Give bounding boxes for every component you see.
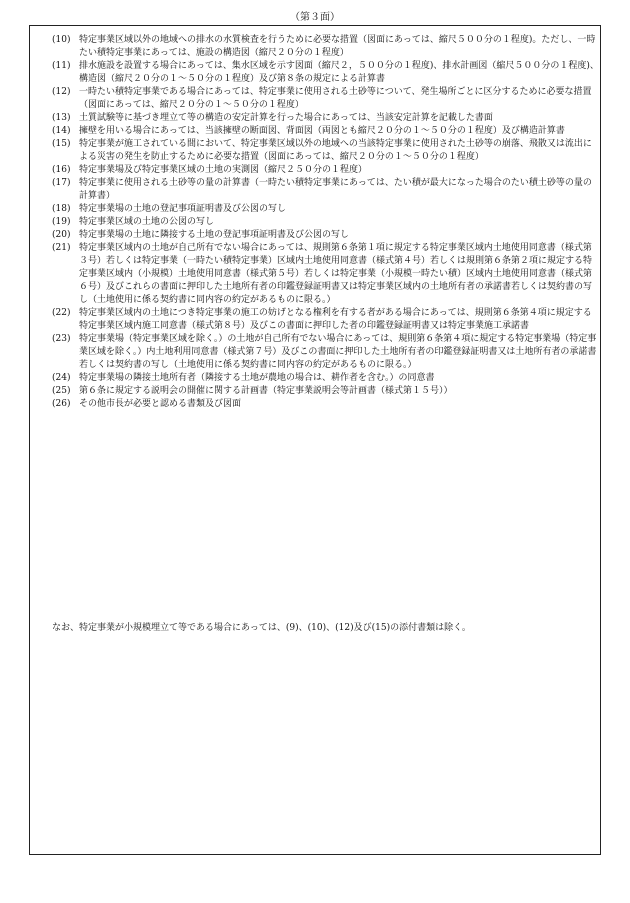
list-item	[52, 112, 600, 125]
list-item	[52, 164, 600, 177]
list-item	[52, 125, 600, 138]
item-text: その他市長が必要と認める書類及び図面	[79, 399, 242, 409]
item-number: (16)	[52, 165, 71, 175]
item-number: (13)	[52, 113, 71, 123]
list-item	[52, 138, 600, 164]
item-number: (22)	[52, 308, 71, 318]
item-number: (21)	[52, 243, 71, 253]
page-label: （第３面）	[290, 12, 340, 23]
item-text: 排水施設を設置する場合にあっては、集水区域を示す図面（縮尺２，５００分の１程度)、排水計画図（縮尺５００分の１程度)、構造図（縮尺２０分の１～５０分の１程度）及び第８条の規定による計算書	[79, 61, 599, 84]
list-item	[52, 242, 600, 307]
item-text: 特定事業に使用される土砂等の量の計算書（一時たい積特定事業にあっては、たい積が最大になった場合のたい積土砂等の量の計算書）	[79, 178, 592, 201]
item-text: 特定事業場の土地に隣接する土地の登記事項証明書及び公図の写し	[79, 230, 350, 240]
item-text: 一時たい積特定事業である場合にあっては、特定事業に使用される土砂等について、発生場所ごとに区分するために必要な措置（図面にあっては、縮尺２０分の１～５０分の１程度）	[79, 87, 592, 110]
item-number: (18)	[52, 204, 71, 214]
document-frame	[29, 25, 601, 855]
list-item	[52, 385, 600, 398]
item-number: (26)	[52, 399, 71, 409]
item-text: 第６条に規定する説明会の開催に関する計画書（特定事業説明会等計画書（様式第１５号））	[79, 386, 453, 396]
item-text: 特定事業区域以外の地域への排水の水質検査を行うために必要な措置（図面にあっては、縮尺５００分の１程度)。ただし、一時たい積特定事業にあっては、施設の構造図（縮尺２０分の１程度）	[79, 35, 596, 58]
list-item	[52, 333, 600, 372]
list-item	[52, 372, 600, 385]
item-number: (11)	[52, 61, 71, 71]
item-number: (14)	[52, 126, 71, 136]
item-text: 特定事業場及び特定事業区域の土地の実測図（縮尺２５０分の１程度）	[79, 165, 368, 175]
list-item	[52, 398, 600, 411]
item-number: (12)	[52, 87, 71, 97]
item-number: (10)	[52, 35, 71, 45]
item-text: 特定事業場の土地の登記事項証明書及び公図の写し	[79, 204, 287, 214]
item-text: 特定事業区域内の土地につき特定事業の施工の妨げとなる権利を有する者がある場合にあっては、規則第６条第４項に規定する特定事業区域内施工同意書（様式第８号）及びこの書面に押印した者の印鑑登録証明書又は特定事業施工承諾書	[79, 308, 592, 331]
item-number: (25)	[52, 386, 71, 396]
attachment-list	[52, 34, 600, 411]
item-text: 特定事業区域の土地の公図の写し	[79, 217, 215, 227]
item-text: 特定事業区域内の土地が自己所有でない場合にあっては、規則第６条第１項に規定する特定事業区域内土地使用同意書（様式第３号）若しくは特定事業（一時たい積特定事業）区域内土地使用同意書（様式第４号）若しくは規則第６条第２項に規定する特定事業区域内（小規模）土地使用同意書（様式第５号）若しくは特定事業（小規模一時たい積）区域内土地使用同意書（様式第６号）及びこれらの書面に押印した土地所有者の印鑑登録証明書又は特定事業区域内の土地所有者の承諾書若しくは契約書の写し（土地使用に係る契約書に同内容の約定があるものに限る。）	[79, 243, 593, 305]
list-item	[52, 34, 600, 60]
list-item	[52, 86, 600, 112]
item-number: (17)	[52, 178, 71, 188]
list-item	[52, 229, 600, 242]
list-item	[52, 203, 600, 216]
item-text: 特定事業場（特定事業区域を除く。）の土地が自己所有でない場合にあっては、規則第６条第４項に規定する特定事業場（特定事業区域を除く。）内土地利用同意書（様式第７号）及びこの書面に押印した土地所有者の印鑑登録証明書又は土地所有者の承諾書若しくは契約書の写し（土地使用に係る契約書に同内容の約定があるものに限る。）	[79, 334, 597, 370]
item-text: 特定事業場の隣接土地所有者（隣接する土地が農地の場合は、耕作者を含む。）の同意書	[79, 373, 435, 383]
list-item	[52, 216, 600, 229]
item-text: 特定事業が施工されている間において、特定事業区域以外の地域への当該特定事業に使用された土砂等の崩落、飛散又は流出による災害の発生を防止するために必要な措置（図面にあっては、縮尺２０分の１～５０分の１程度）	[79, 139, 592, 162]
item-number: (19)	[52, 217, 71, 227]
item-text: 土質試験等に基づき埋立て等の構造の安定計算を行った場合にあっては、当該安定計算を記載した書面	[79, 113, 493, 123]
list-item	[52, 177, 600, 203]
item-text: 擁壁を用いる場合にあっては、当該擁壁の断面図、背面図（両図とも縮尺２０分の１～５０分の１程度）及び構造計算書	[79, 126, 565, 136]
item-number: (23)	[52, 334, 71, 344]
exclusion-note: なお、特定事業が小規模埋立て等である場合にあっては、(9)、(10)、(12)及び(15)の添付書類は除く。	[52, 623, 471, 633]
item-number: (15)	[52, 139, 71, 149]
list-item	[52, 307, 600, 333]
list-item	[52, 60, 600, 86]
item-number: (20)	[52, 230, 71, 240]
item-number: (24)	[52, 373, 71, 383]
